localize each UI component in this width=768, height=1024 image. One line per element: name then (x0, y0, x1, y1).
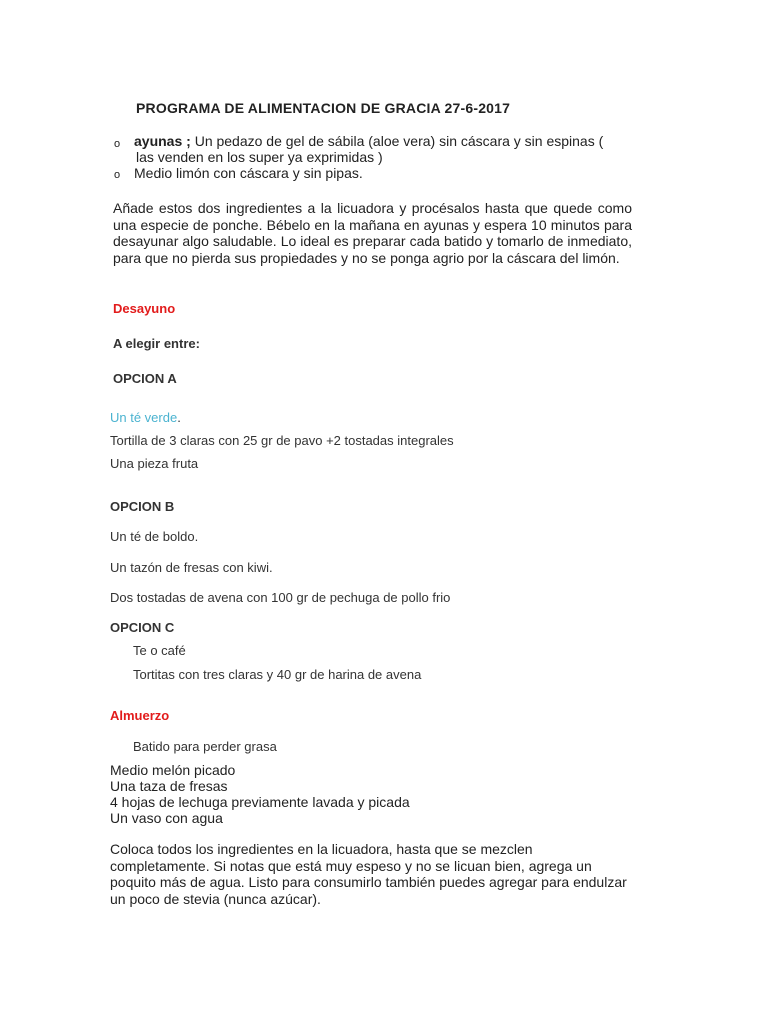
option-b-line3: Dos tostadas de avena con 100 gr de pechuga de pollo frio (110, 590, 451, 605)
option-a-tea-period: . (177, 410, 181, 425)
option-c-line2: Tortitas con tres claras y 40 gr de harina de avena (133, 667, 422, 682)
lunch-ingredient: Medio melón picado (110, 762, 236, 778)
bullet-item-lemon: Medio limón con cáscara y sin pipas. (134, 165, 363, 181)
option-a-tea-text: Un té verde (110, 410, 178, 425)
bullet-item-fasting-line1 (134, 133, 603, 149)
page-title: PROGRAMA DE ALIMENTACION DE GRACIA 27-6-2017 (136, 100, 511, 116)
bullet-item-fasting-keyword: ayunas ; (134, 133, 191, 149)
lunch-ingredient: Una taza de fresas (110, 778, 228, 794)
option-a-line1: Tortilla de 3 claras con 25 gr de pavo +2 tostadas integrales (110, 433, 454, 448)
bullet-marker: o (114, 169, 121, 181)
option-b-label: OPCION B (110, 499, 175, 514)
breakfast-heading: Desayuno (113, 301, 176, 316)
option-c-label: OPCION C (110, 620, 175, 635)
option-a-line2: Una pieza fruta (110, 456, 199, 471)
lunch-shake-title: Batido para perder grasa (133, 739, 277, 754)
bullet-item-fasting-line2: las venden en los super ya exprimidas ) (136, 149, 383, 165)
option-a-label: OPCION A (113, 371, 177, 386)
breakfast-choose-label: A elegir entre: (113, 336, 200, 351)
option-c-line1: Te o café (133, 643, 186, 658)
option-b-line1: Un té de boldo. (110, 529, 199, 544)
lunch-paragraph: Coloca todos los ingredientes en la licuadora, hasta que se mezclen completamente. Si notas que está muy espeso y no se licuan bien, agrega un poquito más de agua. Listo para consumirlo también puedes agregar para endulzar un poco de stevia (nunca azúcar). (110, 841, 627, 907)
bullet-item-fasting-text: Un pedazo de gel de sábila (aloe vera) sin cáscara y sin espinas ( (190, 133, 604, 149)
intro-paragraph: Añade estos dos ingredientes a la licuadora y procésalos hasta que quede como una especie de ponche. Bébelo en la mañana en ayunas y espera 10 minutos para desayunar algo saludable. Lo ideal es preparar cada batido y tomarlo de inmediato, para que no pierda sus propiedades y no se ponga agrio por la cáscara del limón. (113, 200, 632, 266)
lunch-ingredient: Un vaso con agua (110, 810, 223, 826)
bullet-marker: o (114, 138, 121, 150)
option-a-tea (110, 409, 181, 427)
lunch-heading: Almuerzo (110, 708, 170, 723)
lunch-ingredient: 4 hojas de lechuga previamente lavada y picada (110, 794, 410, 810)
option-b-line2: Un tazón de fresas con kiwi. (110, 560, 273, 575)
